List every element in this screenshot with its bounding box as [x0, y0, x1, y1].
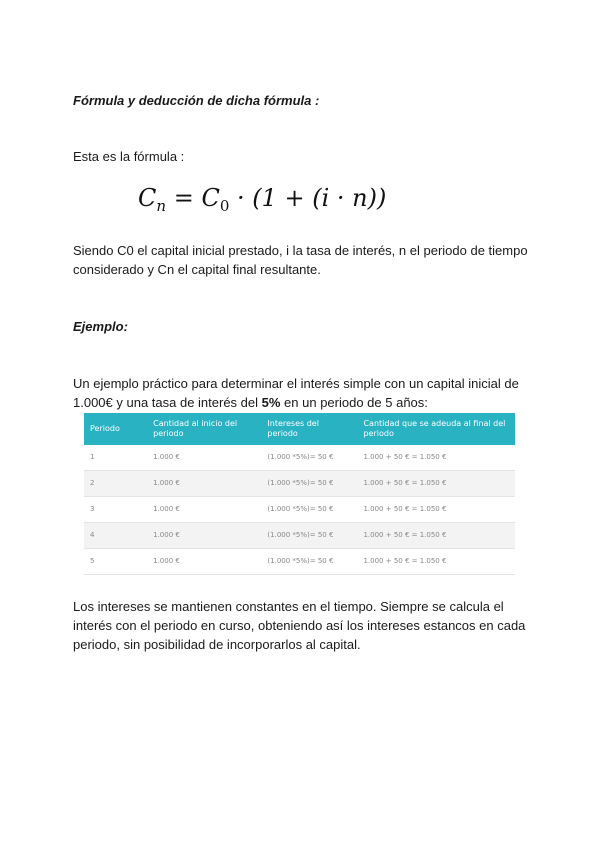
cell-cantidad-final: 1.000 + 50 € = 1.050 €: [357, 471, 515, 497]
cell-intereses: (1.000 *5%)= 50 €: [261, 523, 357, 549]
table-header-row: [84, 413, 515, 445]
cell-cantidad-inicio: 1.000 €: [147, 497, 261, 523]
table-row: [84, 471, 515, 497]
formula-lhs: C: [138, 184, 157, 212]
table-row: [84, 497, 515, 523]
example-intro-tail: en un periodo de 5 años:: [280, 395, 428, 410]
example-intro: [73, 374, 533, 412]
definition-paragraph: Siendo C0 el capital inicial prestado, i la tasa de interés, n el periodo de tiempo considerado y Cn el capital final resultante.: [73, 243, 528, 277]
cell-periodo: 2: [84, 471, 147, 497]
cell-intereses: (1.000 *5%)= 50 €: [261, 471, 357, 497]
cell-cantidad-final: 1.000 + 50 € = 1.050 €: [357, 497, 515, 523]
conclusion-paragraph: Los intereses se mantienen constantes en el tiempo. Siempre se calcula el interés con el periodo en curso, obteniendo así los intereses estancos en cada periodo, sin posibilidad de incorporarlos al capital.: [73, 599, 526, 652]
interest-table: [84, 413, 515, 575]
cell-cantidad-final: 1.000 + 50 € = 1.050 €: [357, 445, 515, 471]
cell-cantidad-final: 1.000 + 50 € = 1.050 €: [357, 523, 515, 549]
table-row: [84, 549, 515, 575]
example-intro-text: Un ejemplo práctico para determinar el interés simple con un capital inicial de 1.000€ y una tasa de interés del: [73, 376, 519, 410]
header-cantidad-inicio: Cantidad al inicio del periodo: [147, 413, 261, 445]
cell-intereses: (1.000 *5%)= 50 €: [261, 497, 357, 523]
section-heading: Fórmula y deducción de dicha fórmula :: [73, 93, 320, 108]
example-heading: Ejemplo:: [73, 319, 128, 334]
formula-lhs-sub: n: [156, 197, 167, 215]
header-cantidad-final: Cantidad que se adeuda al final del periodo: [357, 413, 515, 445]
cell-periodo: 5: [84, 549, 147, 575]
header-intereses: Intereses del periodo: [261, 413, 357, 445]
table-row: [84, 445, 515, 471]
cell-periodo: 4: [84, 523, 147, 549]
cell-cantidad-inicio: 1.000 €: [147, 445, 261, 471]
formula-intro: Esta es la fórmula :: [73, 149, 185, 164]
cell-periodo: 1: [84, 445, 147, 471]
formula-c-sub: 0: [219, 197, 230, 215]
example-rate: 5%: [261, 395, 281, 410]
cell-cantidad-inicio: 1.000 €: [147, 471, 261, 497]
formula-c: C: [201, 184, 220, 212]
cell-cantidad-final: 1.000 + 50 € = 1.050 €: [357, 549, 515, 575]
cell-intereses: (1.000 *5%)= 50 €: [261, 445, 357, 471]
cell-cantidad-inicio: 1.000 €: [147, 523, 261, 549]
formula-equals: =: [173, 184, 194, 212]
cell-intereses: (1.000 *5%)= 50 €: [261, 549, 357, 575]
interest-formula: [138, 184, 386, 215]
cell-periodo: 3: [84, 497, 147, 523]
cell-cantidad-inicio: 1.000 €: [147, 549, 261, 575]
header-periodo: Periodo: [84, 413, 147, 445]
table-row: [84, 523, 515, 549]
formula-rest: · (1 + (i · n)): [237, 184, 387, 212]
